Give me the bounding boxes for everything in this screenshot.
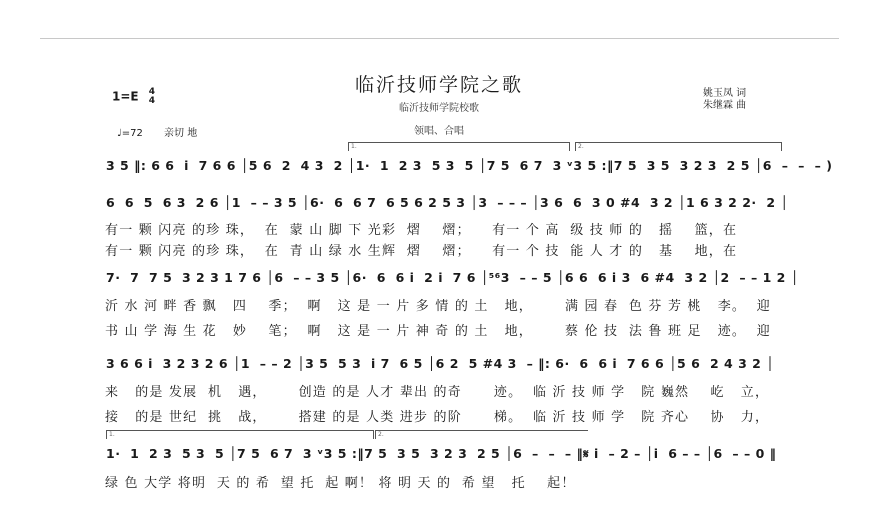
notation-line-1: 3 5 ‖: 6 6 i 7 6 6 │5 6 2 4 3 2 │1· 1 2 3 5 3 5 │7 5 6 7 3 ᵛ3 5 :‖7 5 3 5 3 2 3 2 5 │6 – – – ) [106,158,833,173]
lyric-line-3a: 沂 水 河 畔 香 飘 四 季； 啊 这 是 一 片 多 情 的 土 地， 满 园 春 色 芬 芳 桃 李。 迎 [105,299,771,314]
notation-line-2: 6 6 5 6 3 2 6 │1 – – 3 5 │6· 6 6 7 6 5 6 2 5 3 │3 – – – │3 6 6 3 0 #4 3 2 │1 6 3 2 2· 2 │ [106,195,789,210]
time-bottom: 4 [148,96,156,106]
performance-note: 领唱、合唱 [414,126,464,137]
lyric-line-4a: 来 的是 发展 机 遇， 创造 的是 人才 辈出 的奇 迹。 临 沂 技 师 学 院 巍然 屹 立， [105,385,770,400]
notation-line-4: 3 6 6 i 3 2 3 2 6 │1 – – 2 │3 5 5 3 i 7 6 5 │6 2 5 #4 3 – ‖: 6· 6 6 i 7 6 6 │5 6 2 4 3 2 │ [106,356,775,371]
notation-line-3: 7· 7 7 5 3 2 3 1 7 6 │6 – – 3 5 │6· 6 6 i 2 i 7 6 │⁵⁶3 – – 5 │6 6 6 i 3 6 #4 3 2 │2 – – 1 2 │ [106,270,799,285]
song-title: 临沂技师学院之歌 [354,74,523,96]
volta-label: 1. [351,143,357,150]
song-subtitle: 临沂技师学院校歌 [399,103,479,114]
lyricist: 姚玉凤 词 [703,88,747,99]
composer: 朱继霖 曲 [703,100,747,111]
volta-1 [348,142,570,151]
credits [703,88,746,112]
volta-label: 1. [109,431,115,438]
volta-label: 2. [578,143,584,150]
notation-line-5: 1· 1 2 3 5 3 5 │7 5 6 7 3 ᵛ3 5 :‖7 5 3 5 3 2 3 2 5 │6 – – – ‖𝄋 i – 2 – │i 6 – – │6 – – 0 ‖ [106,446,777,461]
lyric-line-4b: 接 的是 世纪 挑 战， 搭建 的是 人类 进步 的阶 梯。 临 沂 技 师 学 院 齐心 协 力， [105,410,770,425]
tempo-value: ♩=72 [117,128,143,139]
time-top: 4 [148,87,156,97]
lyric-line-5: 绿 色 大学 将明 天 的 希 望 托 起 啊！ 将 明 天 的 希 望 托 起！ [105,476,576,491]
expression-mark: 亲切 地 [164,128,198,139]
volta-2 [575,142,782,151]
volta-1-final [106,430,374,439]
lyric-line-3b: 书 山 学 海 生 花 妙 笔； 啊 这 是 一 片 神 奇 的 土 地， 蔡 伦 技 法 鲁 班 足 迹。 迎 [105,324,771,339]
volta-label: 2. [378,431,384,438]
volta-2-final [375,430,588,439]
lyric-line-2b: 有一 颗 闪亮 的珍 珠， 在 青 山 绿 水 生辉 熠 熠； 有一 个 技 能 人 才 的 基 地，在 [105,244,738,259]
top-divider [40,38,839,39]
key-label: 1=E [112,89,139,104]
lyric-line-2a: 有一 颗 闪亮 的珍 珠， 在 蒙 山 脚 下 光彩 熠 熠； 有一 个 高 级 技 师 的 摇 篮，在 [105,223,738,238]
